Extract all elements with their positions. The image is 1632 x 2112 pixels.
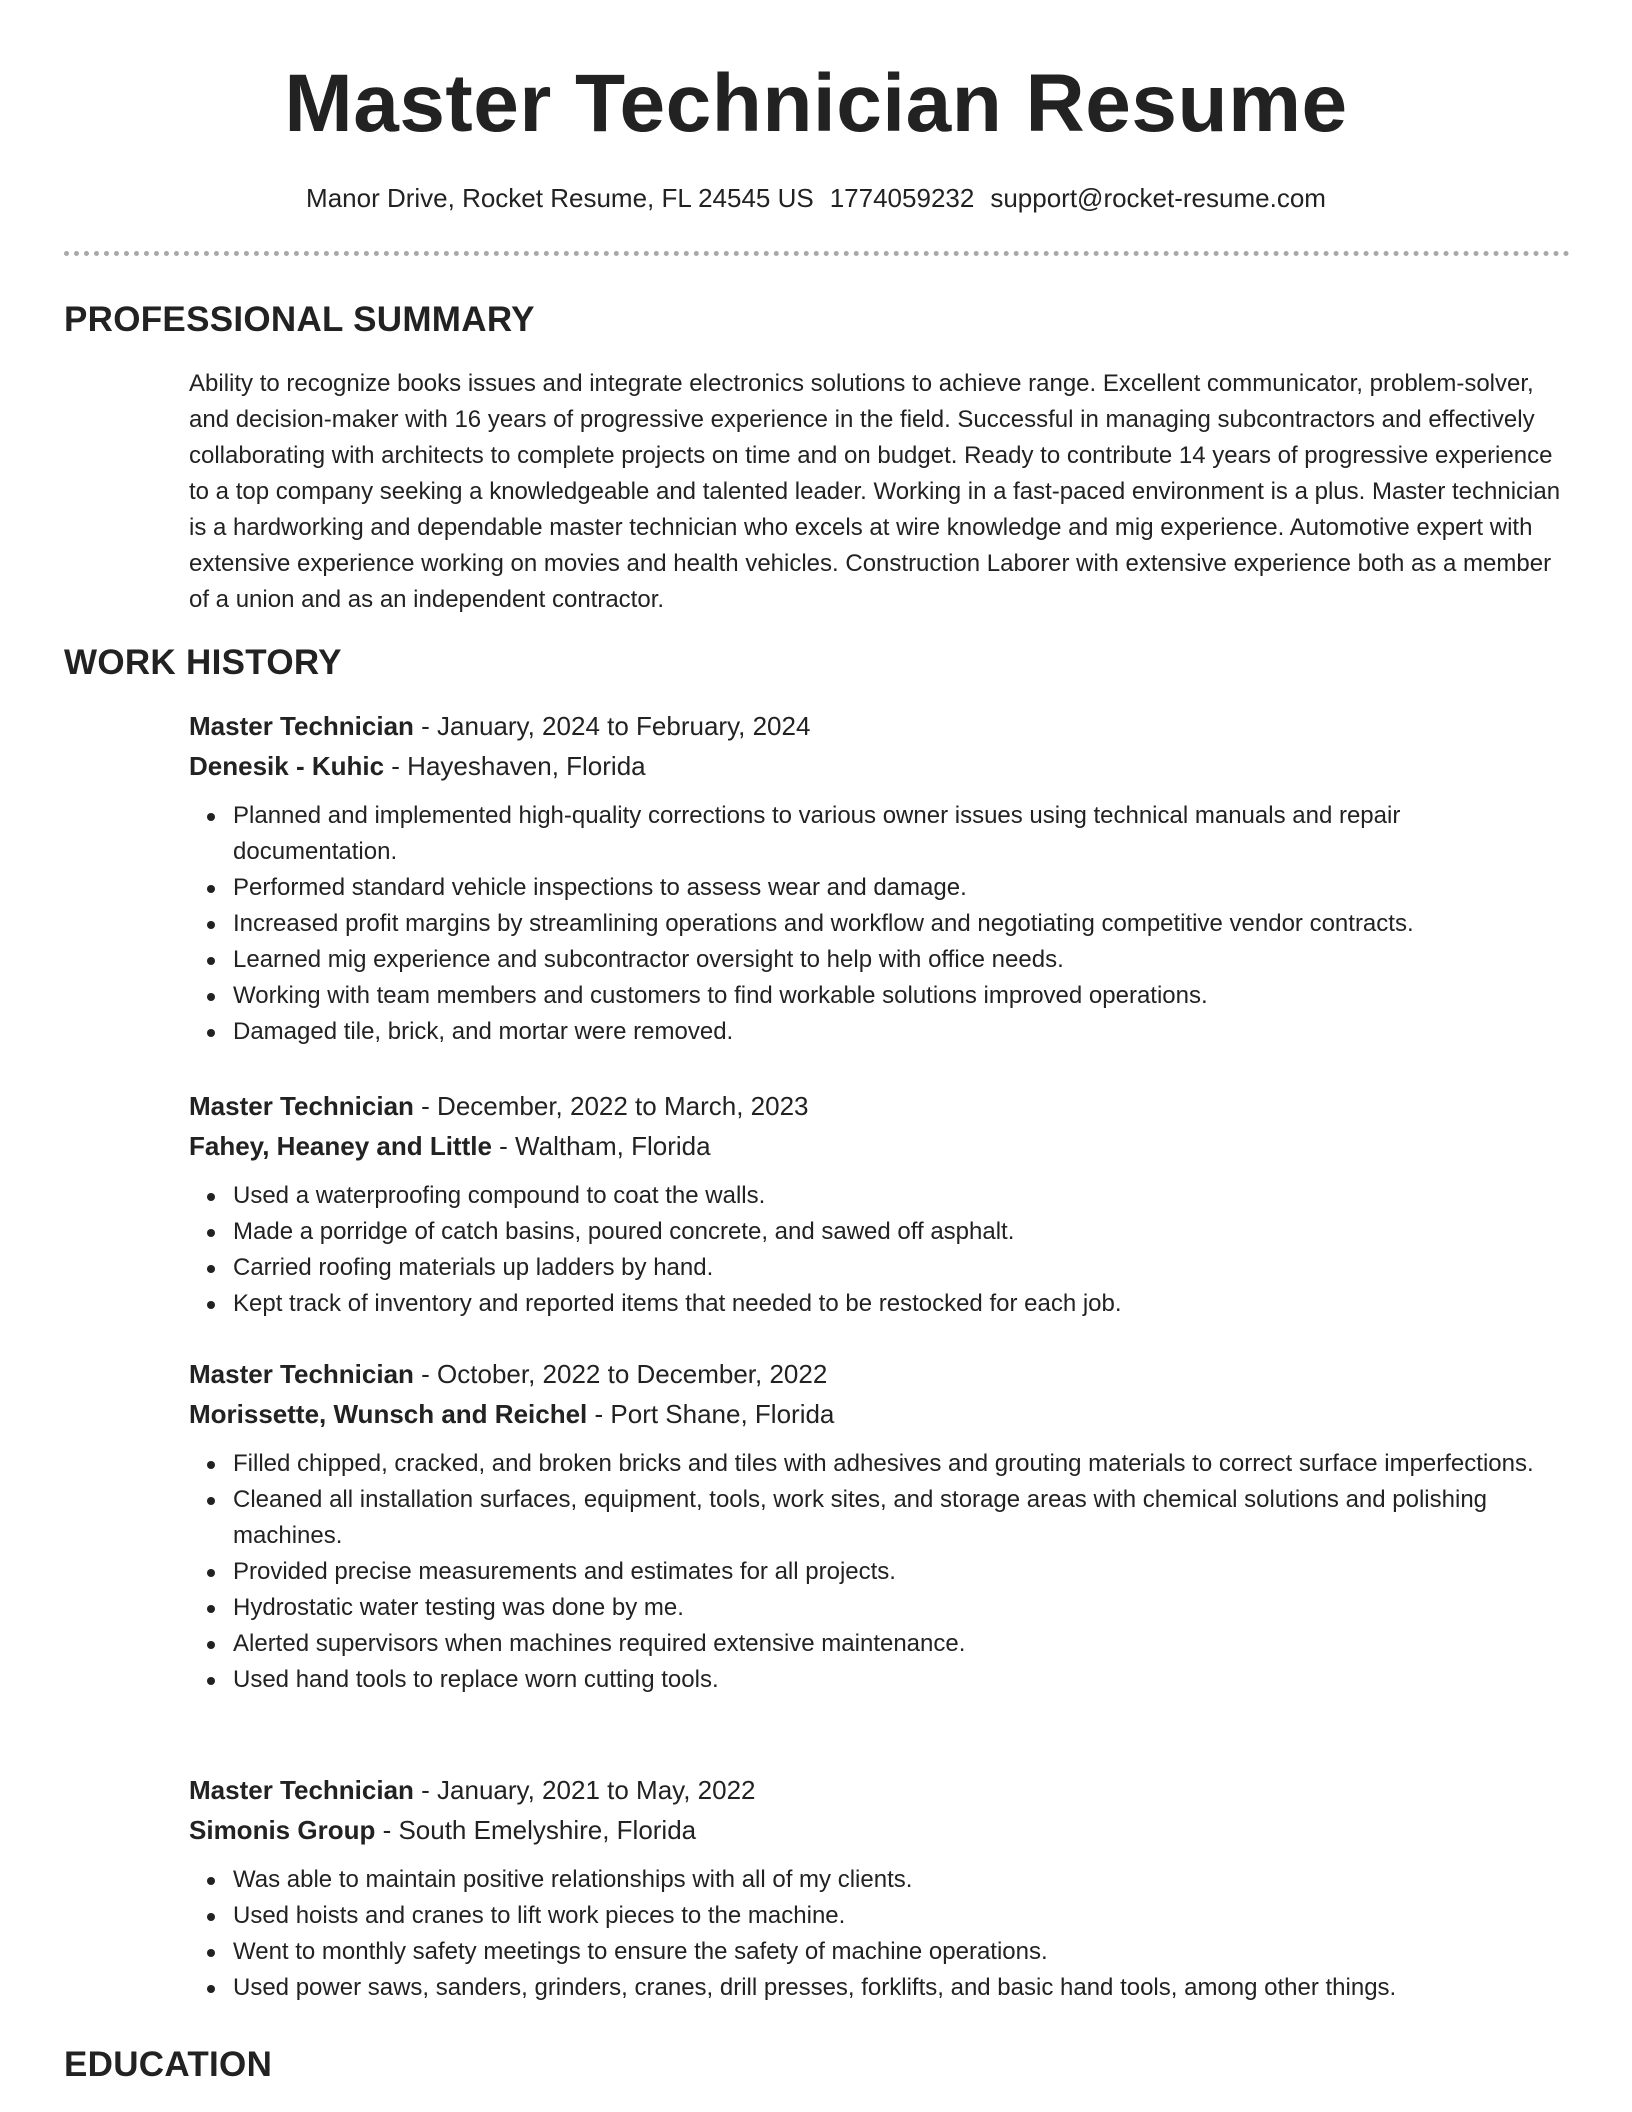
job-bullet: Alerted supervisors when machines required extensive maintenance. <box>233 1626 1569 1662</box>
job-bullet: Hydrostatic water testing was done by me. <box>233 1590 1569 1626</box>
job-location: - Waltham, Florida <box>491 1131 711 1161</box>
job-role: Master Technician <box>189 711 414 741</box>
job-bullet: Used hoists and cranes to lift work pieces to the machine. <box>233 1898 1569 1934</box>
job-bullet: Used a waterproofing compound to coat the walls. <box>233 1178 1569 1214</box>
job-entry-2 <box>189 1086 1569 1322</box>
job-bullet: Working with team members and customers to find workable solutions improved operations. <box>233 978 1569 1014</box>
job-company: Morissette, Wunsch and Reichel <box>189 1399 588 1429</box>
job-dates: - January, 2024 to February, 2024 <box>413 711 811 741</box>
job-company: Fahey, Heaney and Little <box>189 1131 492 1161</box>
job-dates: - January, 2021 to May, 2022 <box>413 1775 756 1805</box>
job-bullet: Provided precise measurements and estimates for all projects. <box>233 1554 1569 1590</box>
job-location: - Port Shane, Florida <box>587 1399 835 1429</box>
summary-text: Ability to recognize books issues and integrate electronics solutions to achieve range. Excellent communicator, problem-solver, and decision-maker with 16 years of progressive experience in the field. Successful in managing subcontractors and effectively collaborating with architects to complete projects on time and on budget. Ready to contribute 14 years of progressive experience to a top company seeking a knowledgeable and talented leader. Working in a fast-paced environment is a plus. Master technician is a hardworking and dependable master technician who excels at wire knowledge and mig experience. Automotive expert with extensive experience working on movies and health vehicles. Construction Laborer with extensive experience both as a member of a union and as an independent contractor. <box>189 370 1561 613</box>
job-entry-3 <box>189 1354 1569 1698</box>
job-bullets <box>189 1178 1569 1322</box>
job-role: Master Technician <box>189 1091 414 1121</box>
job-bullet: Made a porridge of catch basins, poured concrete, and sawed off asphalt. <box>233 1214 1569 1250</box>
job-bullets <box>189 1446 1569 1698</box>
header-divider <box>64 251 1570 256</box>
job-bullets <box>189 1862 1569 2006</box>
job-bullet: Kept track of inventory and reported items that needed to be restocked for each job. <box>233 1286 1569 1322</box>
job-company-line <box>189 1810 1569 1850</box>
resume-title: Master Technician Resume <box>284 58 1348 149</box>
job-company-line <box>189 1394 1569 1434</box>
job-dates: - October, 2022 to December, 2022 <box>413 1359 828 1389</box>
job-location: - Hayeshaven, Florida <box>384 751 646 781</box>
job-bullet: Used power saws, sanders, grinders, cranes, drill presses, forklifts, and basic hand tools, among other things. <box>233 1970 1569 2006</box>
job-bullet: Damaged tile, brick, and mortar were removed. <box>233 1014 1569 1050</box>
job-bullet: Learned mig experience and subcontractor oversight to help with office needs. <box>233 942 1569 978</box>
job-company: Simonis Group <box>189 1815 376 1845</box>
job-bullet: Carried roofing materials up ladders by hand. <box>233 1250 1569 1286</box>
contact-phone: 1774059232 <box>829 183 975 213</box>
job-title-line <box>189 1354 1569 1394</box>
work-history-heading: WORK HISTORY <box>64 643 342 682</box>
job-dates: - December, 2022 to March, 2023 <box>413 1091 809 1121</box>
job-bullet: Performed standard vehicle inspections to assess wear and damage. <box>233 870 1569 906</box>
job-bullet: Filled chipped, cracked, and broken bricks and tiles with adhesives and grouting materials to correct surface imperfections. <box>233 1446 1569 1482</box>
job-bullet: Planned and implemented high-quality corrections to various owner issues using technical manuals and repair documentation. <box>233 798 1569 870</box>
job-title-line <box>189 1770 1569 1810</box>
job-bullet: Was able to maintain positive relationships with all of my clients. <box>233 1862 1569 1898</box>
job-role: Master Technician <box>189 1775 414 1805</box>
job-company-line <box>189 746 1569 786</box>
job-bullet: Went to monthly safety meetings to ensure the safety of machine operations. <box>233 1934 1569 1970</box>
job-bullet: Used hand tools to replace worn cutting tools. <box>233 1662 1569 1698</box>
contact-email: support@rocket-resume.com <box>990 183 1326 213</box>
contact-line <box>0 180 1632 216</box>
contact-address: Manor Drive, Rocket Resume, FL 24545 US <box>306 183 814 213</box>
job-company: Denesik - Kuhic <box>189 751 385 781</box>
job-bullet: Cleaned all installation surfaces, equipment, tools, work sites, and storage areas with chemical solutions and polishing machines. <box>233 1482 1569 1554</box>
job-entry-1 <box>189 706 1569 1050</box>
job-title-line <box>189 1086 1569 1126</box>
job-role: Master Technician <box>189 1359 414 1389</box>
job-entry-4 <box>189 1770 1569 2006</box>
job-title-line <box>189 706 1569 746</box>
education-heading: EDUCATION <box>64 2045 273 2084</box>
job-location: - South Emelyshire, Florida <box>375 1815 697 1845</box>
job-bullet: Increased profit margins by streamlining operations and workflow and negotiating competitive vendor contracts. <box>233 906 1569 942</box>
job-company-line <box>189 1126 1569 1166</box>
summary-heading: PROFESSIONAL SUMMARY <box>64 300 535 339</box>
job-bullets <box>189 798 1569 1050</box>
